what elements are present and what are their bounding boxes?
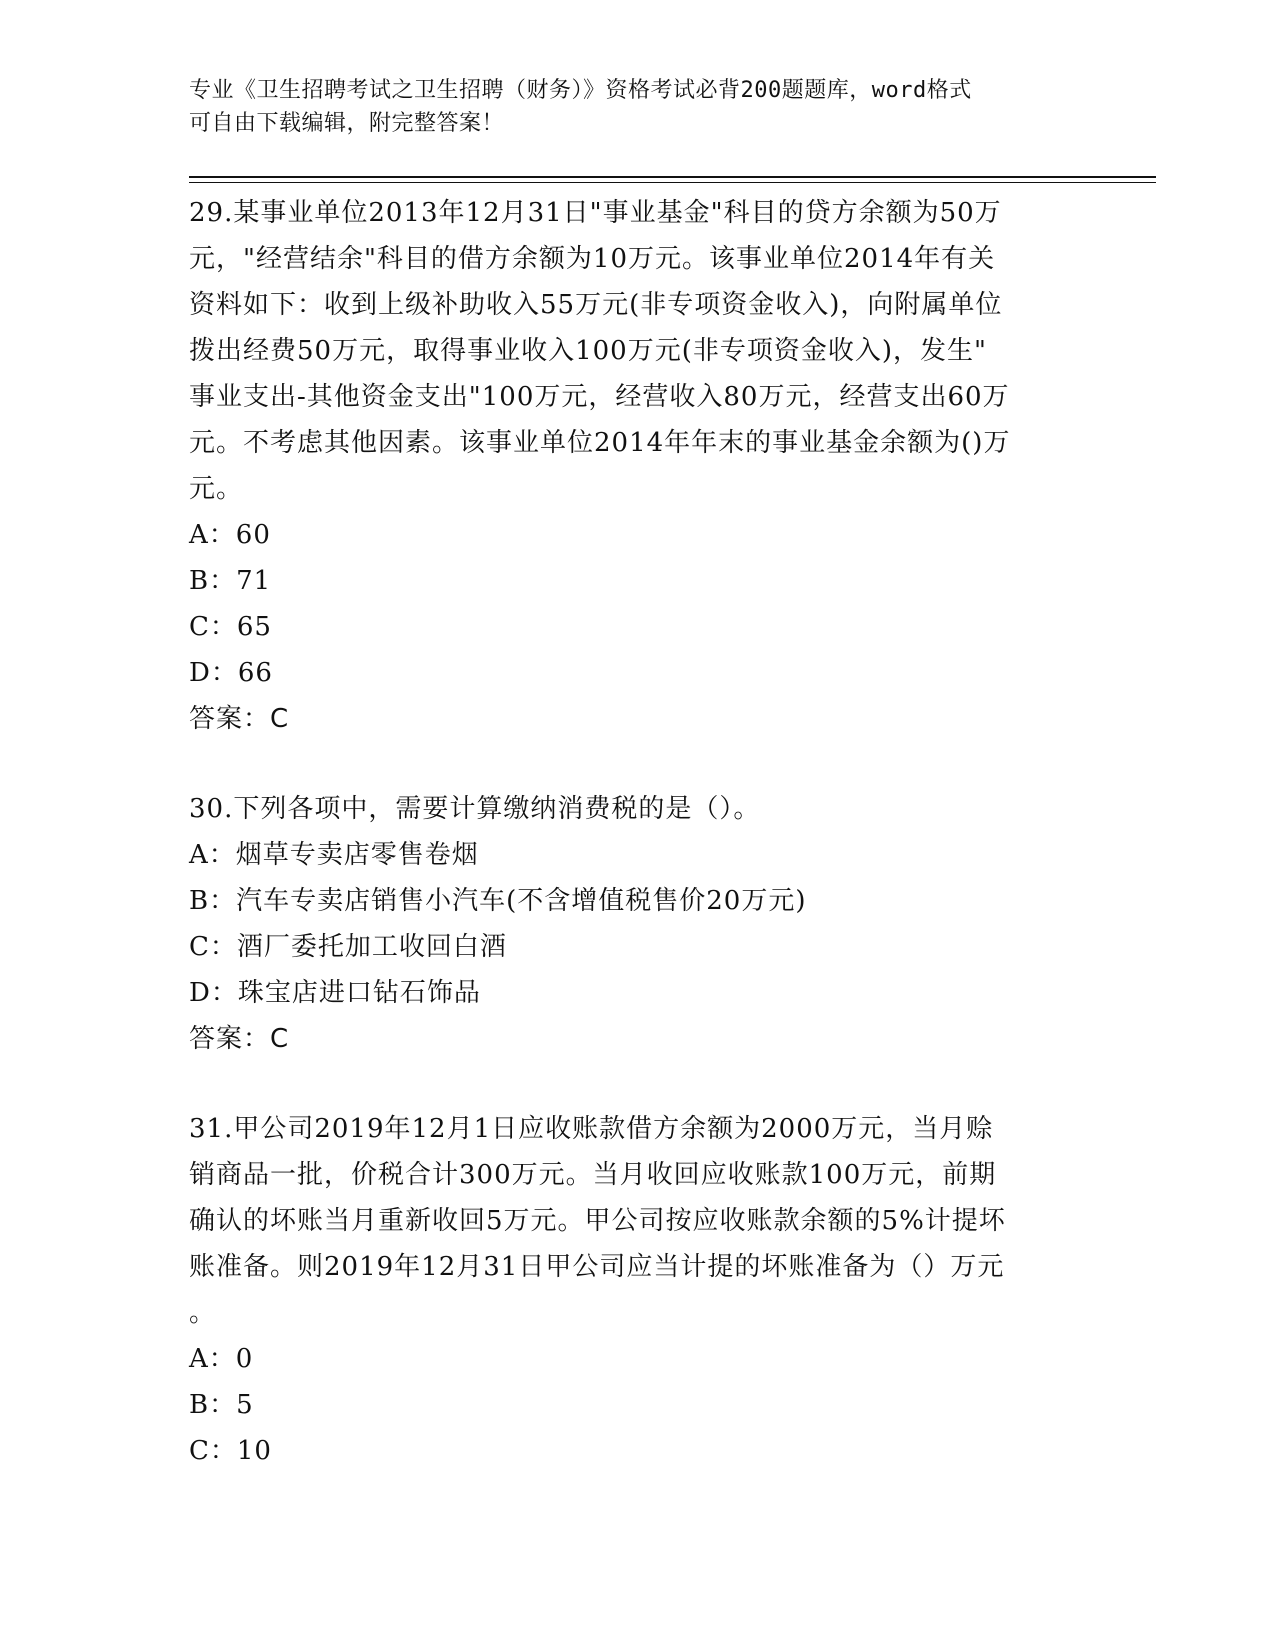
option-a: A：0 (189, 1344, 254, 1374)
question-text-line: 事业支出-其他资金支出"100万元，经营收入80万元，经营支出60万 (189, 382, 1010, 412)
option-b: B：5 (189, 1390, 254, 1420)
option-c: C：10 (189, 1436, 272, 1466)
question-30 (189, 786, 1089, 1062)
spacer (189, 742, 1089, 786)
question-text-line: 确认的坏账当月重新收回5万元。甲公司按应收账款余额的5%计提坏 (189, 1206, 1006, 1236)
question-text-line: 30.下列各项中，需要计算缴纳消费税的是（）。 (189, 794, 761, 824)
question-text-line: 31.甲公司2019年12月1日应收账款借方余额为2000万元，当月赊 (189, 1114, 994, 1144)
option-c: C：酒厂委托加工收回白酒 (189, 932, 507, 962)
option-a: A：烟草专卖店零售卷烟 (189, 840, 479, 870)
question-text-line: 元。不考虑其他因素。该事业单位2014年年末的事业基金余额为()万 (189, 428, 1011, 458)
option-d: D：珠宝店进口钻石饰品 (189, 978, 481, 1008)
option-a: A：60 (189, 520, 271, 550)
question-list (189, 190, 1089, 1474)
question-text-line: 29.某事业单位2013年12月31日"事业基金"科目的贷方余额为50万 (189, 198, 1002, 228)
question-text-line: 元。 (189, 474, 244, 504)
question-31 (189, 1106, 1089, 1474)
answer: 答案：C (189, 1024, 290, 1054)
question-text-line: 。 (189, 1298, 217, 1328)
option-d: D：66 (189, 658, 273, 688)
question-text-line: 拨出经费50万元，取得事业收入100万元(非专项资金收入)，发生" (189, 336, 987, 366)
header-rule-thick (189, 176, 1156, 178)
option-b: B：汽车专卖店销售小汽车(不含增值税售价20万元) (189, 886, 807, 916)
header-line-2: 可自由下载编辑，附完整答案！ (189, 111, 505, 136)
question-29 (189, 190, 1089, 742)
answer: 答案：C (189, 704, 290, 734)
document-header (189, 74, 1089, 140)
question-text-line: 账准备。则2019年12月31日甲公司应当计提的坏账准备为（）万元 (189, 1252, 1005, 1282)
option-b: B：71 (189, 566, 272, 596)
header-line-1: 专业《卫生招聘考试之卫生招聘（财务）》资格考试必背200题题库，word格式 (189, 78, 972, 103)
question-text-line: 资料如下：收到上级补助收入55万元(非专项资金收入)，向附属单位 (189, 290, 1003, 320)
question-text-line: 元，"经营结余"科目的借方余额为10万元。该事业单位2014年有关 (189, 244, 996, 274)
spacer (189, 1062, 1089, 1106)
option-c: C：65 (189, 612, 272, 642)
question-text-line: 销商品一批，价税合计300万元。当月收回应收账款100万元，前期 (189, 1160, 997, 1190)
header-rule-thin (189, 182, 1156, 183)
